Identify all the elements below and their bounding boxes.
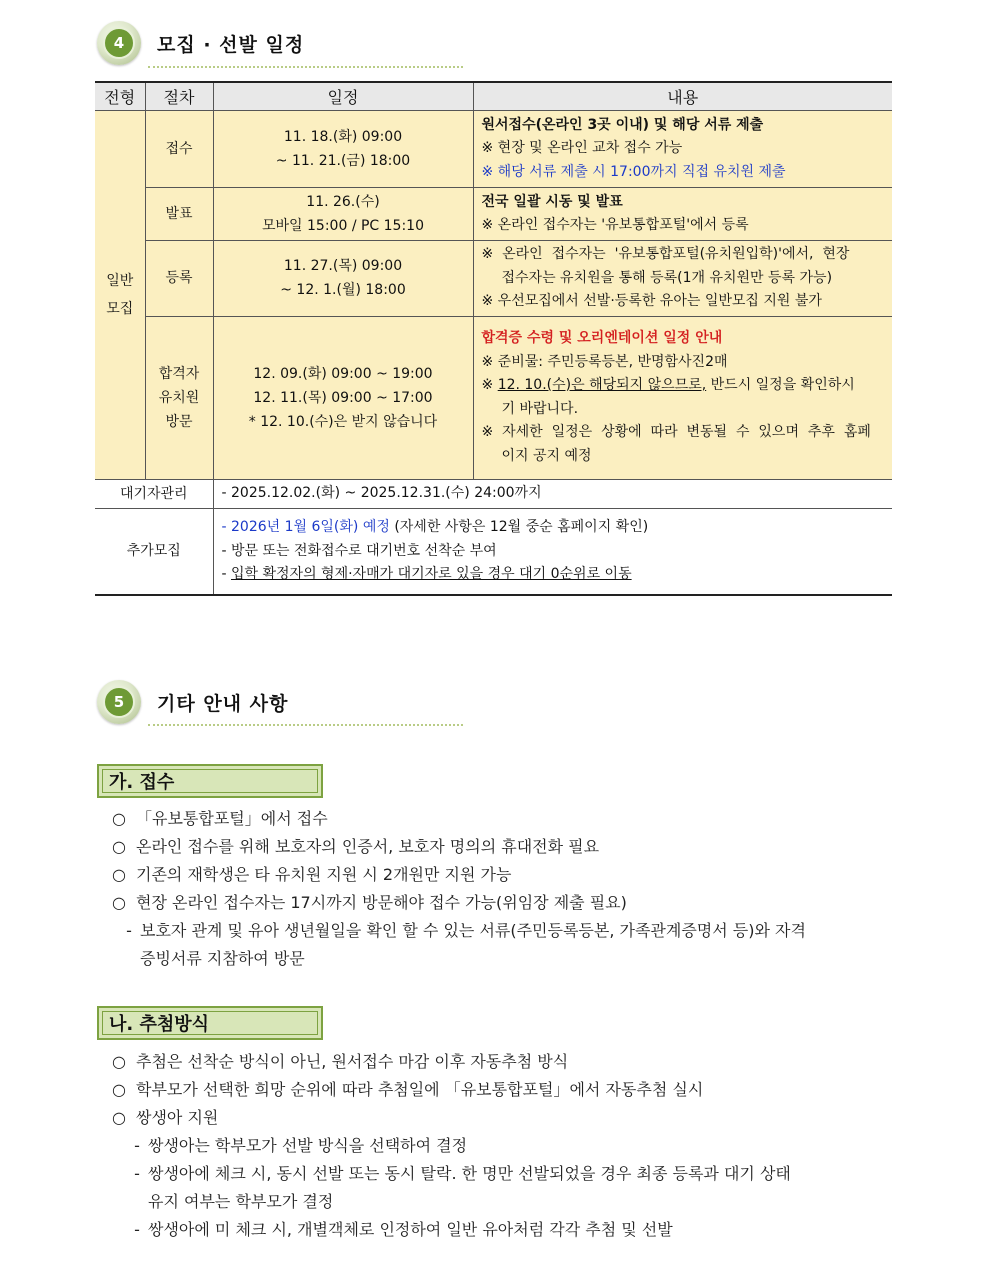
list-item: - 쌍생아에 미 체크 시, 개별객체로 인정하여 일반 유아처럼 각각 추첨 및 선발	[134, 1220, 673, 1239]
step-cell: 등록	[145, 241, 213, 317]
step-cell: 접수	[145, 111, 213, 188]
section-number-badge	[97, 680, 141, 724]
schedule-cell: 11. 27.(목) 09:00 ~ 12. 1.(월) 18:00	[213, 241, 473, 317]
application-list	[112, 805, 902, 973]
waitlist-label: 대기자관리	[95, 479, 213, 508]
list-item: ○ 온라인 접수를 위해 보호자의 인증서, 보호자 명의의 휴대전화 필요	[112, 837, 600, 856]
list-item: ○ 기존의 재학생은 타 유치원 지원 시 2개원만 지원 가능	[112, 865, 512, 884]
section-title: 모집 · 선발 일정	[157, 33, 305, 56]
additional-recruit-content: - 2026년 1월 6일(화) 예정 (자세한 사항은 12월 중순 홈페이지 확인) - 방문 또는 전화접수로 대기번호 선착순 부여 - 입학 확정자의 형제·자매가 대기자로 있을 경우 대기 0순위로 이동	[213, 508, 892, 595]
section-number: 5	[103, 686, 135, 718]
section-number-badge	[97, 21, 141, 65]
additional-recruit-row	[95, 508, 892, 595]
content-cell: 합격증 수령 및 오리엔테이션 일정 안내 ※ 준비물: 주민등록등본, 반명함사진2매 ※ 12. 10.(수)은 해당되지 않으므로, 반드시 일정을 확인하시 기 바랍니다. ※ 자세한 일정은 상황에 따라 변동될 수 있으며 추후 홈페 이지 공지 예정	[473, 316, 892, 479]
table-header-row	[95, 82, 892, 111]
list-item: ○ 현장 온라인 접수자는 17시까지 방문해야 접수 가능(위임장 제출 필요)	[112, 893, 627, 912]
waitlist-period: - 2025.12.02.(화) ~ 2025.12.31.(수) 24:00까지	[213, 479, 892, 508]
list-item: ○ 「유보통합포털」에서 접수	[112, 809, 328, 828]
table-row	[95, 188, 892, 241]
content-cell: ※ 온라인 접수자는 '유보통합포털(유치원입학)'에서, 현장 접수자는 유치원을 통해 등록(1개 유치원만 등록 가능) ※ 우선모집에서 선발·등록한 유아는 일반모집 지원 불가	[473, 241, 892, 317]
group-label: 일반 모집	[95, 111, 145, 480]
step-cell: 발표	[145, 188, 213, 241]
section-number: 4	[103, 27, 135, 59]
table-row	[95, 241, 892, 317]
header-content: 내용	[473, 82, 892, 111]
content-cell: 원서접수(온라인 3곳 이내) 및 해당 서류 제출 ※ 현장 및 온라인 교차 접수 가능 ※ 해당 서류 제출 시 17:00까지 직접 유치원 제출	[473, 111, 892, 188]
section-title: 기타 안내 사항	[157, 692, 289, 715]
list-item: - 쌍생아는 학부모가 선발 방식을 선택하여 결정	[134, 1136, 468, 1155]
subheading-lottery: 나. 추첨방식	[97, 1006, 323, 1040]
table-row	[95, 316, 892, 479]
list-item: ○ 추첨은 선착순 방식이 아닌, 원서접수 마감 이후 자동추첨 방식	[112, 1052, 569, 1071]
header-step: 절차	[145, 82, 213, 111]
schedule-table	[95, 81, 892, 596]
schedule-cell: 11. 26.(수) 모바일 15:00 / PC 15:10	[213, 188, 473, 241]
list-item: ○ 학부모가 선택한 희망 순위에 따라 추첨일에 「유보통합포털」에서 자동추첨 실시	[112, 1080, 704, 1099]
lottery-list	[112, 1048, 902, 1244]
schedule-cell: 11. 18.(화) 09:00 ~ 11. 21.(금) 18:00	[213, 111, 473, 188]
header-type: 전형	[95, 82, 145, 111]
subheading-application: 가. 접수	[97, 764, 323, 798]
section-5-header	[97, 680, 288, 724]
list-item: - 쌍생아에 체크 시, 동시 선발 또는 동시 탈락. 한 명만 선발되었을 경우 최종 등록과 대기 상태	[134, 1164, 791, 1183]
content-cell: 전국 일괄 시동 및 발표 ※ 온라인 접수자는 '유보통합포털'에서 등록	[473, 188, 892, 241]
additional-recruit-label: 추가모집	[95, 508, 213, 595]
waitlist-row	[95, 479, 892, 508]
list-item-continuation: 유지 여부는 학부모가 결정	[148, 1192, 334, 1211]
list-item: - 보호자 관계 및 유아 생년월일을 확인 할 수 있는 서류(주민등록등본, 가족관계증명서 등)와 자격	[126, 921, 806, 940]
list-item-continuation: 증빙서류 지참하여 방문	[140, 949, 305, 968]
section-4-header	[97, 21, 304, 65]
step-cell: 합격자 유치원 방문	[145, 316, 213, 479]
list-item: ○ 쌍생아 지원	[112, 1108, 219, 1127]
table-row	[95, 111, 892, 188]
title-underline	[148, 724, 463, 726]
header-schedule: 일정	[213, 82, 473, 111]
schedule-cell: 12. 09.(화) 09:00 ~ 19:00 12. 11.(목) 09:00 ~ 17:00 * 12. 10.(수)은 받지 않습니다	[213, 316, 473, 479]
title-underline	[148, 66, 463, 68]
